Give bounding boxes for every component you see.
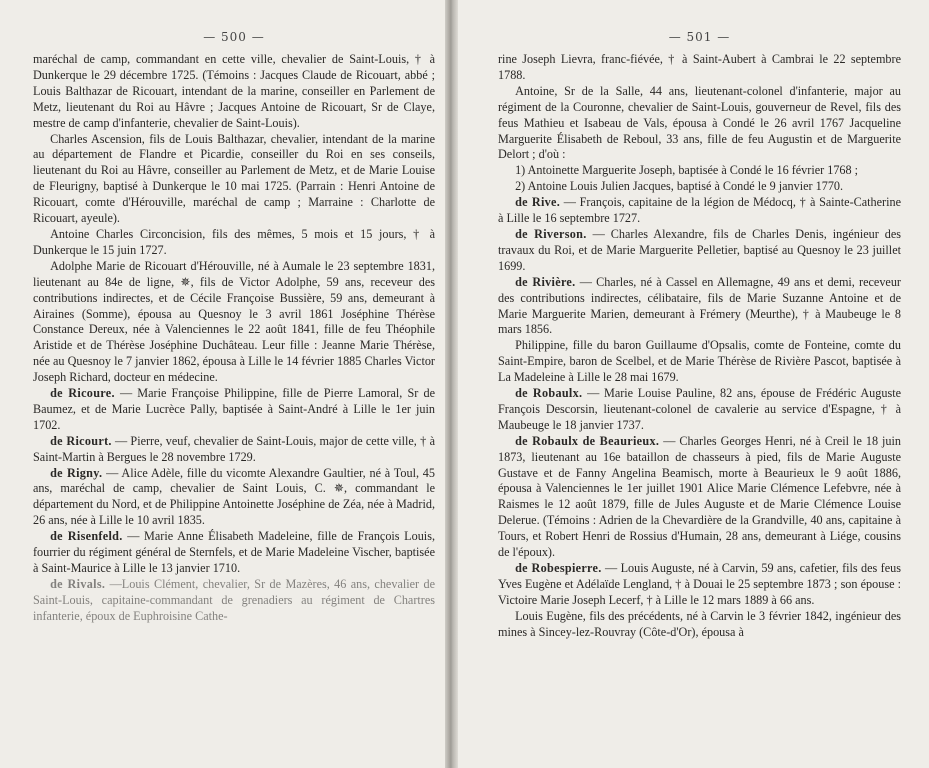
entry-text: rine Joseph Lievra, franc-fiévée, † à Saint-Aubert à Cambrai le 22 septembre 1788. <box>498 52 901 82</box>
entry-text: 1) Antoinette Marguerite Joseph, baptisée à Condé le 16 février 1768 ; <box>515 163 859 178</box>
entry-text: —Louis Clément, chevalier, Sr de Mazères, 46 ans, chevalier de Saint-Louis, capitaine-commandant de grenadiers au régiment de Chartres infanterie, époux de Euphroisine Cathe- <box>33 576 435 623</box>
entry-text: — Alice Adèle, fille du vicomte Alexandre Gaultier, né à Toul, 45 ans, maréchal de camp, chevalier de Saint Louis, C. ✵, commandant le département du Nord, et de Philippine Antoinette Joséphine de Zéa, née à Madrid, 26 ans, née à Lille le 10 avril 1835. <box>33 465 435 528</box>
entry-heading: de Robespierre. <box>515 561 602 575</box>
entry-heading: de Robaulx de Beaurieux. <box>515 433 660 448</box>
para-philippine <box>498 338 901 386</box>
entry-text: — Marie Anne Élisabeth Madeleine, fille de François Louis, fourrier du régiment général de Sternfels, et de Marie Madeleine Vischer, baptisée à Saint-Maurice à Lille le 13 janvier 1710. <box>33 529 435 575</box>
para-de-risenfeld <box>33 529 435 577</box>
para-antoine-salle <box>498 84 901 164</box>
entry-text: — Marie Louise Pauline, 82 ans, épouse de Frédéric Auguste François Descorsin, lieutenant-colonel de cavalerie au service d'Espagne, † à Maubeuge le 18 janvier 1737. <box>498 386 901 432</box>
para-antoine-charles <box>33 227 435 259</box>
entry-text: — Marie Françoise Philippine, fille de Pierre Lamoral, Sr de Baumez, et de Marie Lucrèce Pally, baptisée à Saint-André à Lille le 1er juin 1702. <box>33 386 435 432</box>
para-louis-eugene <box>498 609 901 641</box>
para-de-rive <box>498 195 901 227</box>
para-de-riviere <box>498 275 901 339</box>
entry-text: Philippine, fille du baron Guillaume d'Opsalis, comte de Fonteine, comte du Saint-Empire, baron de Scelbel, et de Marie Thérèse de Rivière Pascot, baptisée à La Madeleine à Lille le 28 mai 1679. <box>498 338 901 385</box>
entry-heading: de Rivière. <box>515 274 576 289</box>
entry-heading: de Risenfeld. <box>50 529 123 544</box>
right-page-body <box>498 52 901 641</box>
entry-text: Adolphe Marie de Ricouart d'Hérouville, né à Aumale le 23 septembre 1831, lieutenant au 84e de ligne, ✵, fils de Victor Adolphe, 59 ans, receveur des contributions indirectes, et de Cécile Françoise Bussière, 59 ans, demeurant à Airaines (Somme), épousa au Quesnoy le 3 avril 1861 Joséphine Thérèse Constance Dereux, née à Valenciennes le 22 août 1841, fille de feu Théophile Aristide et de Thérèse Joséphine Duchâteau. Leur fille : Jeanne Marie Thérèse, née au Quesnoy le 7 janvier 1862, épousa à Lille le 14 février 1885 Charles Victor Joseph Richard, docteur en médecine. <box>33 258 435 385</box>
para-ricouart-cont <box>33 52 435 132</box>
right-page <box>458 0 929 768</box>
entry-text: Charles Ascension, fils de Louis Balthazar, chevalier, intendant de la marine au département de Flandre et Picardie, conseiller du Roi en ses conseils, lieutenant du Roi au Hâvre, conseiller au Parlement de Metz, et de Marie Louise de Fleurigny, baptisé à Dunkerque le 10 mai 1725. (Parrain : Henri Antoine de Ricouart, comte d'Hérouville, maréchal de camp ; Marraine : Charlotte de Ricouart, ayeule). <box>33 131 435 226</box>
entry-text: — Charles, né à Cassel en Allemagne, 49 ans et demi, receveur des contributions indirectes, célibataire, fils de Marie Suzanne Antoine et de Marie Marguerite Marien, demeurant à Frémery (Meurthe), † à Maubeuge le 8 mars 1856. <box>498 274 901 337</box>
entry-text: 2) Antoine Louis Julien Jacques, baptisé à Condé le 9 janvier 1770. <box>515 179 844 194</box>
para-child-2 <box>498 179 901 195</box>
entry-text: — François, capitaine de la légion de Médocq, † à Sainte-Catherine à Lille le 16 septembre 1727. <box>498 195 902 226</box>
left-page-number: — 500 — <box>203 30 265 44</box>
entry-text: maréchal de camp, commandant en cette ville, chevalier de Saint-Louis, † à Dunkerque le 29 décembre 1725. (Témoins : Jacques Claude de Ricouart, abbé ; Louis Balthazar de Ricouart, intendant de la marine, conseiller en Parlement de Metz, lieutenant du Roi au Hâvre ; Jacques Antoine de Ricouart, Sr de Claye, mestre de camp d'infanterie, chevalier de Saint-Louis). <box>33 52 435 130</box>
para-rivals-cont <box>498 52 901 84</box>
entry-text: — Charles Alexandre, fils de Charles Denis, ingénieur des travaux du Roi, et de Marie Marguerite Pelletier, baptisé au Quesnoy le 23 juillet 1699. <box>498 226 901 273</box>
entry-text: Antoine, Sr de la Salle, 44 ans, lieutenant-colonel d'infanterie, major au régiment de la Couronne, chevalier de Saint-Louis, gouverneur de Revel, fils des feus Mathieu et Isabeau de Vals, épousa à Condé le 26 avril 1767 Jacqueline Marguerite Élisabeth de Reboul, 33 ans, fille de feu Augustin et de Marguerite Delort ; d'où : <box>498 83 901 162</box>
entry-heading: de Ricourt. <box>50 433 112 448</box>
para-de-ricoure <box>33 386 435 434</box>
book-gutter <box>445 0 458 768</box>
entry-heading: de Rigny. <box>50 465 103 480</box>
para-charles-ascension <box>33 132 435 227</box>
para-de-rivals <box>33 577 435 625</box>
para-de-robaulx <box>498 386 901 434</box>
left-page <box>0 0 445 768</box>
entry-text: Antoine Charles Circoncision, fils des mêmes, 5 mois et 15 jours, † à Dunkerque le 15 juin 1727. <box>33 226 435 257</box>
entry-text: — Louis Auguste, né à Carvin, 59 ans, cafetier, fils des feus Yves Eugène et Adélaïde Lengland, † à Douai le 25 septembre 1873 ; son épouse : Victoire Marie Joseph Lecerf, † à Lille le 12 mars 1889 à 66 ans. <box>498 561 901 607</box>
entry-heading: de Ricoure. <box>50 386 115 401</box>
entry-text: — Pierre, veuf, chevalier de Saint-Louis, major de cette ville, † à Saint-Martin à Bergues le 28 novembre 1729. <box>33 433 435 464</box>
para-de-ricourt <box>33 434 435 466</box>
para-adolphe-marie <box>33 259 435 386</box>
right-page-number: — 501 — <box>668 30 731 44</box>
entry-text: — Charles Georges Henri, né à Creil le 18 juin 1873, lieutenant au 16e bataillon de chasseurs à pied, fils de Marie Auguste Gustave et de Fanny Angelina Beamisch, morte à Beaurieux le 9 août 1886, épousa à Valenciennes le 1er juillet 1901 Alice Marie Clémence Lefebvre, née à Raismes le 12 août 1879, fille de Jules Auguste et de Marie Clémence Louise Delerue. (Témoins : Adrien de la Chevardière de la Grandville, 40 ans, capitaine à Tours, et Robert Henri de Rossius d'Humain, 28 ans, demeurant à Liége, cousins de l'époux). <box>498 433 901 560</box>
entry-heading: de Rivals. <box>50 576 106 591</box>
entry-text: Louis Eugène, fils des précédents, né à Carvin le 3 février 1842, ingénieur des mines à Sincey-lez-Rouvray (Côte-d'Or), épousa à <box>498 608 901 639</box>
entry-heading: de Rive. <box>515 195 561 210</box>
para-de-riverson <box>498 227 901 275</box>
entry-heading: de Riverson. <box>515 226 587 241</box>
para-de-robaulx-beaurieux <box>498 434 901 561</box>
left-page-body <box>33 52 435 625</box>
para-de-rigny <box>33 466 435 530</box>
para-child-1 <box>498 163 901 179</box>
entry-heading: de Robaulx. <box>515 386 583 401</box>
para-de-robespierre <box>498 561 901 609</box>
